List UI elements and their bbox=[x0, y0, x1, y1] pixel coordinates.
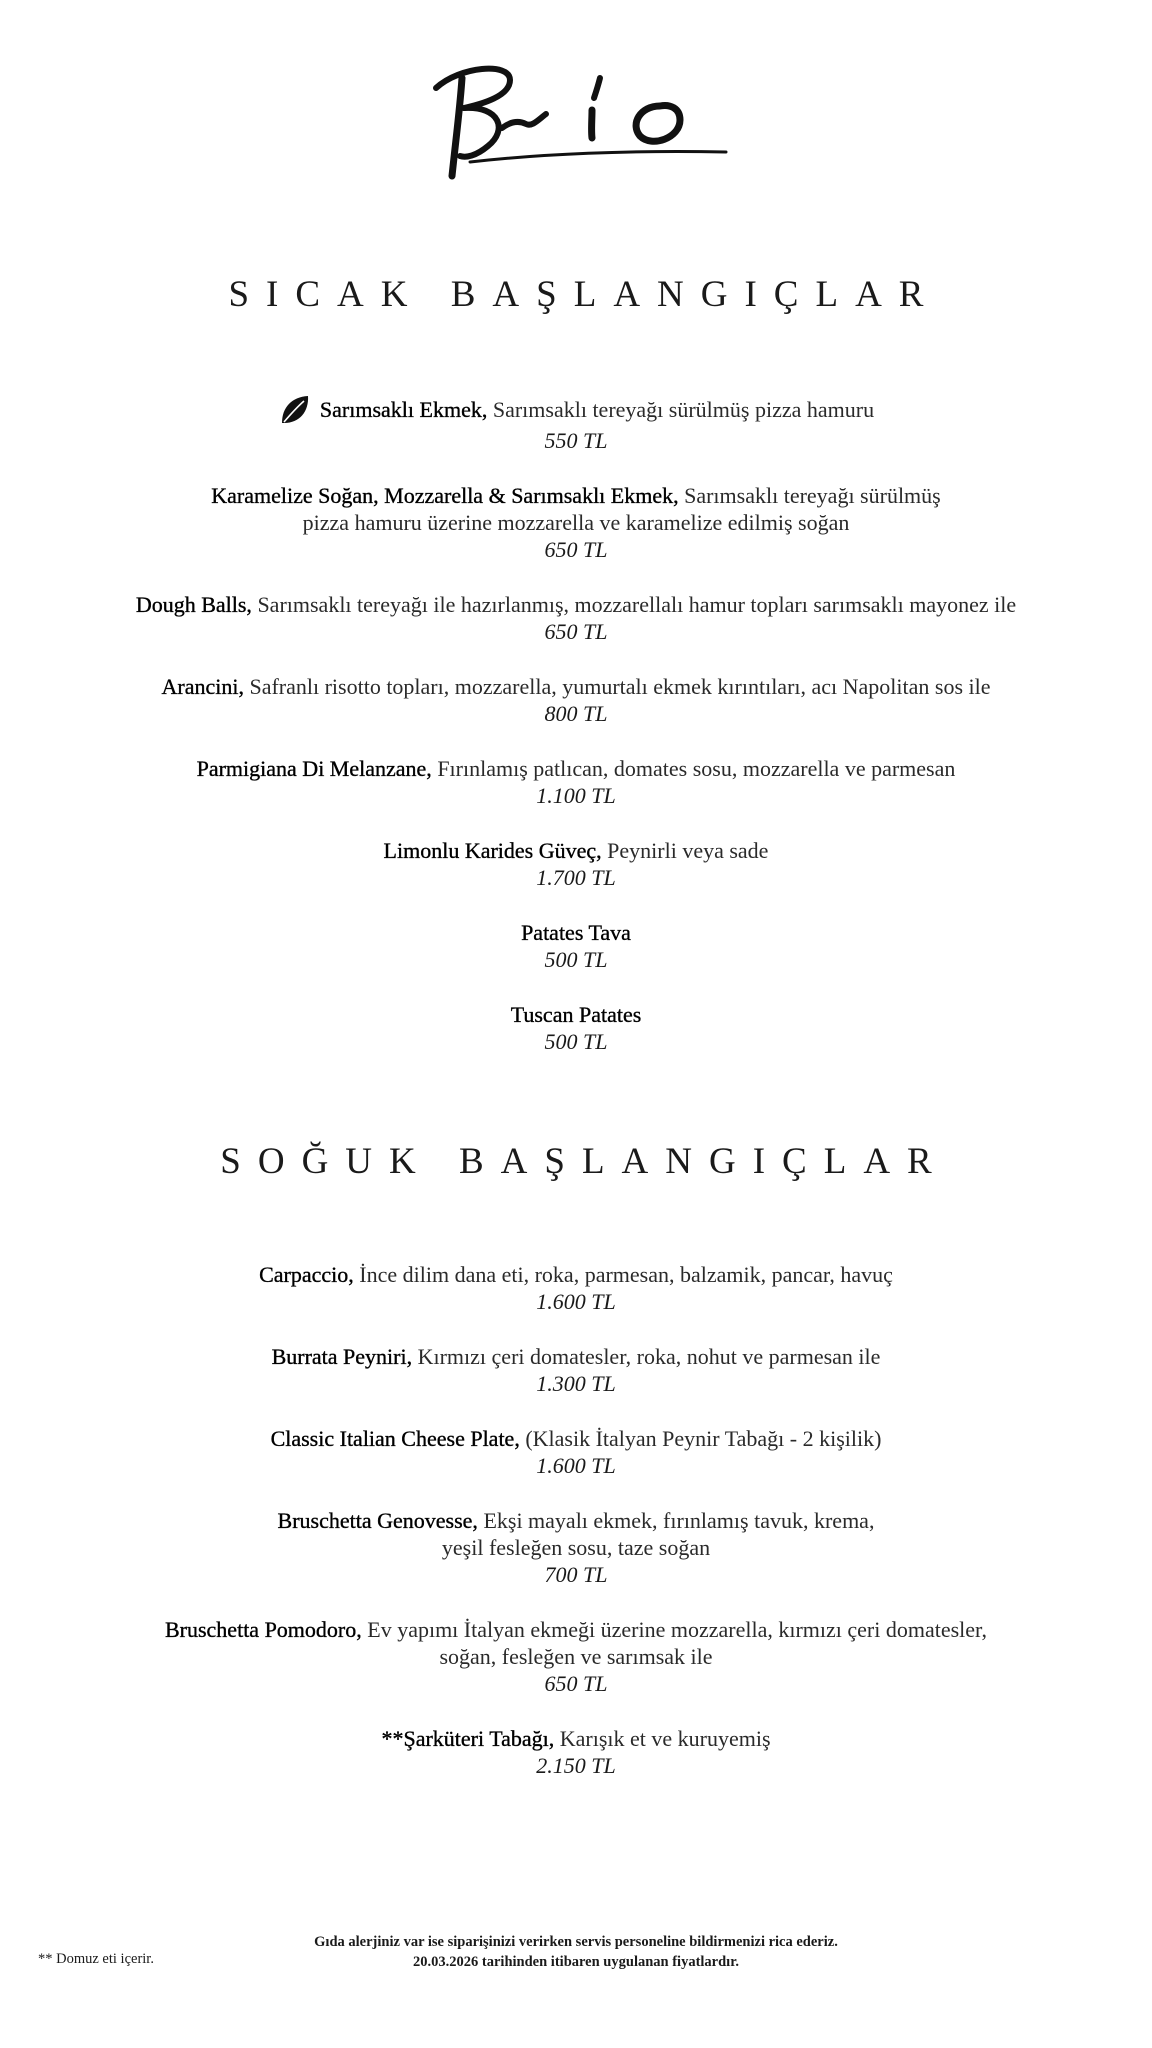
item-price: 650 TL bbox=[544, 1671, 608, 1696]
menu-item bbox=[0, 1616, 1152, 1697]
item-description: (Klasik İtalyan Peynir Tabağı - 2 kişilik) bbox=[519, 1426, 882, 1451]
item-price: 650 TL bbox=[544, 619, 608, 644]
menu-item bbox=[0, 482, 1152, 563]
item-price: 550 TL bbox=[544, 428, 608, 453]
menu-item bbox=[0, 1725, 1152, 1779]
item-price: 700 TL bbox=[544, 1562, 608, 1587]
item-name: Burrata Peyniri, bbox=[271, 1344, 413, 1369]
item-name: **Şarküteri Tabağı, bbox=[381, 1726, 555, 1751]
item-name: Sarımsaklı Ekmek, bbox=[319, 397, 488, 422]
item-name: Dough Balls, bbox=[135, 592, 252, 617]
item-description-line2: pizza hamuru üzerine mozzarella ve karamelize edilmiş soğan bbox=[302, 510, 850, 535]
item-name: Tuscan Patates bbox=[510, 1002, 642, 1027]
menu-item bbox=[0, 673, 1152, 727]
item-price: 500 TL bbox=[544, 1029, 608, 1054]
item-price: 650 TL bbox=[544, 537, 608, 562]
item-price: 2.150 TL bbox=[536, 1753, 616, 1778]
item-name: Arancini, bbox=[161, 674, 244, 699]
hot-starters-list bbox=[0, 393, 1152, 1083]
item-description: Kırmızı çeri domatesler, roka, nohut ve parmesan ile bbox=[412, 1344, 881, 1369]
menu-item bbox=[0, 1343, 1152, 1397]
item-name: Classic Italian Cheese Plate, bbox=[270, 1426, 520, 1451]
item-name: Bruschetta Pomodoro, bbox=[164, 1617, 362, 1642]
item-description: Safranlı risotto topları, mozzarella, yumurtalı ekmek kırıntıları, acı Napolitan sos ile bbox=[243, 674, 991, 699]
leaf-icon bbox=[278, 393, 312, 427]
item-price: 1.600 TL bbox=[536, 1289, 616, 1314]
item-description: Peynirli veya sade bbox=[601, 838, 769, 863]
pork-footnote: ** Domuz eti içerir. bbox=[38, 1951, 154, 1967]
item-description: Sarımsaklı tereyağı sürülmüş pizza hamuru bbox=[487, 397, 875, 422]
menu-item bbox=[0, 919, 1152, 973]
menu-item bbox=[0, 393, 1152, 454]
item-name: Carpaccio, bbox=[259, 1262, 354, 1287]
item-name: Karamelize Soğan, Mozzarella & Sarımsaklı Ekmek, bbox=[211, 483, 679, 508]
item-description-line2: soğan, fesleğen ve sarımsak ile bbox=[439, 1644, 713, 1669]
item-description: Fırınlamış patlıcan, domates sosu, mozzarella ve parmesan bbox=[431, 756, 956, 781]
allergy-note: Gıda alerjiniz var ise siparişinizi verirken servis personeline bildirmenizi rica ederiz. bbox=[314, 1934, 838, 1950]
menu-item bbox=[0, 1425, 1152, 1479]
item-price: 1.100 TL bbox=[536, 783, 616, 808]
item-description: Sarımsaklı tereyağı sürülmüş bbox=[678, 483, 941, 508]
section-title-hot-starters: SICAK BAŞLANGIÇLAR bbox=[228, 274, 941, 315]
item-description: Ev yapımı İtalyan ekmeği üzerine mozzarella, kırmızı çeri domatesler, bbox=[361, 1617, 987, 1642]
menu-item bbox=[0, 755, 1152, 809]
menu-item bbox=[0, 591, 1152, 645]
item-price: 1.700 TL bbox=[536, 865, 616, 890]
section-title-cold-starters: SOĞUK BAŞLANGIÇLAR bbox=[220, 1141, 949, 1182]
footer-note bbox=[0, 1932, 1152, 1972]
item-name: Limonlu Karides Güveç, bbox=[383, 838, 602, 863]
menu-item bbox=[0, 837, 1152, 891]
item-name: Parmigiana Di Melanzane, bbox=[196, 756, 432, 781]
menu-item bbox=[0, 1261, 1152, 1315]
item-description-line2: yeşil fesleğen sosu, taze soğan bbox=[441, 1535, 711, 1560]
menu-item bbox=[0, 1507, 1152, 1588]
menu-item bbox=[0, 1001, 1152, 1055]
brio-logo-mark bbox=[430, 58, 730, 188]
item-name: Bruschetta Genovesse, bbox=[277, 1508, 478, 1533]
item-price: 1.300 TL bbox=[536, 1371, 616, 1396]
item-price: 1.600 TL bbox=[536, 1453, 616, 1478]
item-description: İnce dilim dana eti, roka, parmesan, balzamik, pancar, havuç bbox=[353, 1262, 893, 1287]
item-name: Patates Tava bbox=[521, 920, 631, 945]
brio-logo bbox=[430, 58, 730, 188]
item-price: 800 TL bbox=[544, 701, 608, 726]
item-description: Karışık et ve kuruyemiş bbox=[554, 1726, 771, 1751]
item-price: 500 TL bbox=[544, 947, 608, 972]
price-date-note: 20.03.2026 tarihinden itibaren uygulanan fiyatlardır. bbox=[413, 1954, 739, 1970]
item-description: Ekşi mayalı ekmek, fırınlamış tavuk, krema, bbox=[477, 1508, 875, 1533]
item-description: Sarımsaklı tereyağı ile hazırlanmış, mozzarellalı hamur topları sarımsaklı mayonez ile bbox=[251, 592, 1017, 617]
cold-starters-list bbox=[0, 1261, 1152, 1807]
